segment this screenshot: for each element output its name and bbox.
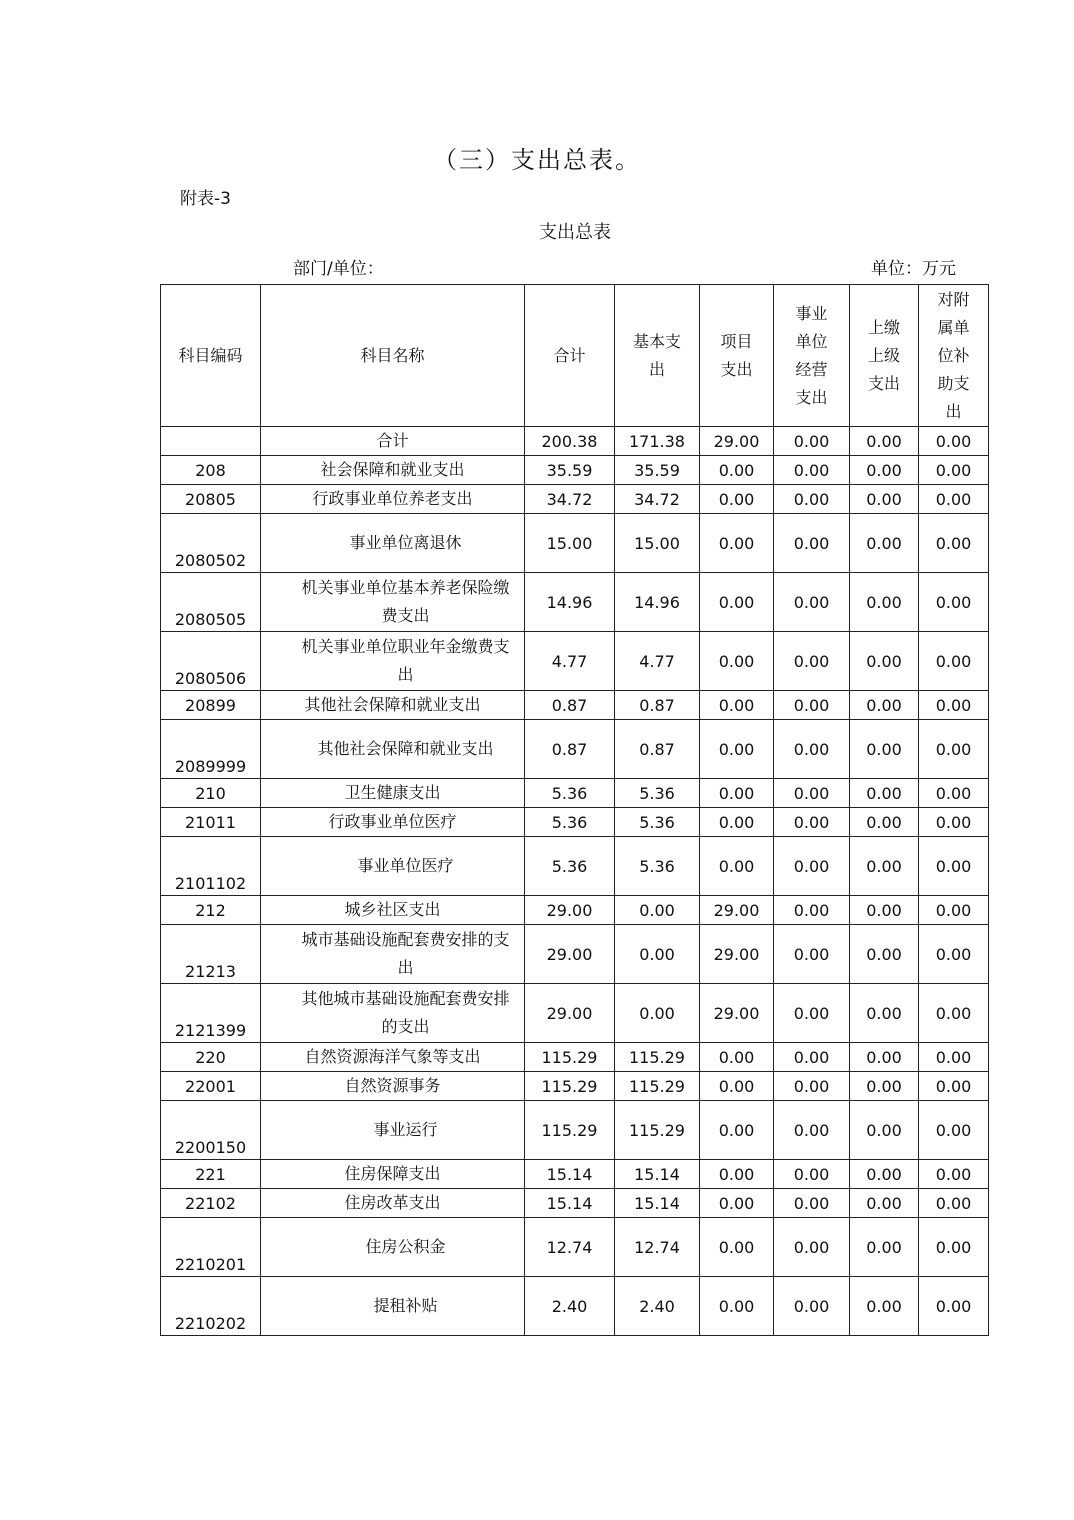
cell-total: 29.00 xyxy=(525,984,615,1043)
cell-subsidy: 0.00 xyxy=(919,573,989,632)
cell-name: 机关事业单位职业年金缴费支出 xyxy=(261,632,525,691)
cell-total: 15.00 xyxy=(525,514,615,573)
table-row xyxy=(161,720,989,779)
cell-business: 0.00 xyxy=(774,1101,850,1160)
cell-remit: 0.00 xyxy=(850,779,919,808)
cell-business: 0.00 xyxy=(774,573,850,632)
cell-subsidy: 0.00 xyxy=(919,632,989,691)
cell-name: 事业运行 xyxy=(261,1101,525,1160)
cell-basic: 0.87 xyxy=(615,691,700,720)
cell-name: 其他城市基础设施配套费安排的支出 xyxy=(261,984,525,1043)
cell-total: 115.29 xyxy=(525,1072,615,1101)
cell-remit: 0.00 xyxy=(850,808,919,837)
cell-business: 0.00 xyxy=(774,984,850,1043)
cell-project: 29.00 xyxy=(700,896,774,925)
cell-basic: 0.00 xyxy=(615,896,700,925)
cell-project: 29.00 xyxy=(700,427,774,456)
cell-total: 35.59 xyxy=(525,456,615,485)
table-body xyxy=(161,427,989,1336)
table-row xyxy=(161,896,989,925)
header-code: 科目编码 xyxy=(161,285,261,427)
table-row xyxy=(161,456,989,485)
table-row xyxy=(161,1189,989,1218)
table-row xyxy=(161,1218,989,1277)
cell-name: 合计 xyxy=(261,427,525,456)
cell-code: 2200150 xyxy=(161,1101,261,1160)
cell-remit: 0.00 xyxy=(850,925,919,984)
cell-business: 0.00 xyxy=(774,485,850,514)
cell-project: 0.00 xyxy=(700,1160,774,1189)
cell-subsidy: 0.00 xyxy=(919,896,989,925)
cell-subsidy: 0.00 xyxy=(919,1160,989,1189)
cell-business: 0.00 xyxy=(774,837,850,896)
cell-remit: 0.00 xyxy=(850,485,919,514)
cell-business: 0.00 xyxy=(774,1043,850,1072)
cell-name: 其他社会保障和就业支出 xyxy=(261,720,525,779)
cell-code: 208 xyxy=(161,456,261,485)
cell-code: 2210201 xyxy=(161,1218,261,1277)
cell-total: 2.40 xyxy=(525,1277,615,1336)
cell-project: 0.00 xyxy=(700,456,774,485)
cell-code: 21213 xyxy=(161,925,261,984)
cell-basic: 34.72 xyxy=(615,485,700,514)
cell-subsidy: 0.00 xyxy=(919,1072,989,1101)
cell-name: 机关事业单位基本养老保险缴费支出 xyxy=(261,573,525,632)
cell-project: 0.00 xyxy=(700,837,774,896)
cell-project: 0.00 xyxy=(700,779,774,808)
table-row xyxy=(161,1043,989,1072)
header-name: 科目名称 xyxy=(261,285,525,427)
table-row xyxy=(161,1072,989,1101)
cell-name: 自然资源事务 xyxy=(261,1072,525,1101)
table-row xyxy=(161,1160,989,1189)
cell-subsidy: 0.00 xyxy=(919,1277,989,1336)
cell-project: 0.00 xyxy=(700,1101,774,1160)
cell-business: 0.00 xyxy=(774,514,850,573)
cell-total: 5.36 xyxy=(525,837,615,896)
cell-total: 200.38 xyxy=(525,427,615,456)
cell-name: 行政事业单位养老支出 xyxy=(261,485,525,514)
cell-subsidy: 0.00 xyxy=(919,925,989,984)
cell-name: 住房保障支出 xyxy=(261,1160,525,1189)
cell-code: 2089999 xyxy=(161,720,261,779)
cell-name: 提租补贴 xyxy=(261,1277,525,1336)
cell-basic: 115.29 xyxy=(615,1101,700,1160)
cell-remit: 0.00 xyxy=(850,1218,919,1277)
cell-name: 社会保障和就业支出 xyxy=(261,456,525,485)
table-title: 支出总表 xyxy=(539,222,611,243)
table-row xyxy=(161,808,989,837)
cell-business: 0.00 xyxy=(774,1218,850,1277)
cell-basic: 35.59 xyxy=(615,456,700,485)
cell-name: 卫生健康支出 xyxy=(261,779,525,808)
table-row xyxy=(161,514,989,573)
cell-total: 5.36 xyxy=(525,808,615,837)
cell-name: 其他社会保障和就业支出 xyxy=(261,691,525,720)
cell-subsidy: 0.00 xyxy=(919,808,989,837)
cell-code: 2080506 xyxy=(161,632,261,691)
cell-project: 29.00 xyxy=(700,925,774,984)
cell-basic: 4.77 xyxy=(615,632,700,691)
cell-total: 12.74 xyxy=(525,1218,615,1277)
cell-total: 115.29 xyxy=(525,1101,615,1160)
cell-name: 住房改革支出 xyxy=(261,1189,525,1218)
cell-code: 212 xyxy=(161,896,261,925)
cell-code: 2080502 xyxy=(161,514,261,573)
cell-subsidy: 0.00 xyxy=(919,1043,989,1072)
cell-name: 事业单位离退休 xyxy=(261,514,525,573)
cell-project: 0.00 xyxy=(700,691,774,720)
cell-basic: 15.00 xyxy=(615,514,700,573)
cell-code: 2121399 xyxy=(161,984,261,1043)
cell-business: 0.00 xyxy=(774,427,850,456)
table-row xyxy=(161,779,989,808)
cell-business: 0.00 xyxy=(774,691,850,720)
header-remit: 上缴 上级 支出 xyxy=(850,285,919,427)
cell-code: 2210202 xyxy=(161,1277,261,1336)
cell-name: 事业单位医疗 xyxy=(261,837,525,896)
cell-project: 0.00 xyxy=(700,1072,774,1101)
cell-basic: 15.14 xyxy=(615,1160,700,1189)
cell-remit: 0.00 xyxy=(850,427,919,456)
cell-subsidy: 0.00 xyxy=(919,1218,989,1277)
cell-code: 20899 xyxy=(161,691,261,720)
cell-total: 14.96 xyxy=(525,573,615,632)
table-row xyxy=(161,485,989,514)
cell-remit: 0.00 xyxy=(850,1189,919,1218)
cell-project: 0.00 xyxy=(700,573,774,632)
header-business: 事业 单位 经营 支出 xyxy=(774,285,850,427)
table-row xyxy=(161,632,989,691)
cell-remit: 0.00 xyxy=(850,837,919,896)
cell-total: 29.00 xyxy=(525,925,615,984)
cell-total: 0.87 xyxy=(525,720,615,779)
expenditure-table xyxy=(160,284,989,1336)
cell-business: 0.00 xyxy=(774,1072,850,1101)
cell-basic: 115.29 xyxy=(615,1072,700,1101)
department-label: 部门/单位： xyxy=(293,259,384,279)
cell-basic: 5.36 xyxy=(615,837,700,896)
cell-basic: 14.96 xyxy=(615,573,700,632)
cell-total: 29.00 xyxy=(525,896,615,925)
cell-project: 0.00 xyxy=(700,485,774,514)
cell-code: 210 xyxy=(161,779,261,808)
cell-subsidy: 0.00 xyxy=(919,691,989,720)
cell-remit: 0.00 xyxy=(850,456,919,485)
cell-project: 0.00 xyxy=(700,1043,774,1072)
cell-project: 0.00 xyxy=(700,1277,774,1336)
cell-business: 0.00 xyxy=(774,925,850,984)
cell-subsidy: 0.00 xyxy=(919,1101,989,1160)
cell-code: 20805 xyxy=(161,485,261,514)
cell-basic: 115.29 xyxy=(615,1043,700,1072)
cell-subsidy: 0.00 xyxy=(919,427,989,456)
cell-code xyxy=(161,427,261,456)
cell-code: 2080505 xyxy=(161,573,261,632)
table-row xyxy=(161,1277,989,1336)
cell-business: 0.00 xyxy=(774,632,850,691)
header-subsidy: 对附 属单 位补 助支 出 xyxy=(919,285,989,427)
cell-code: 2101102 xyxy=(161,837,261,896)
cell-business: 0.00 xyxy=(774,1160,850,1189)
cell-basic: 12.74 xyxy=(615,1218,700,1277)
cell-code: 220 xyxy=(161,1043,261,1072)
cell-subsidy: 0.00 xyxy=(919,485,989,514)
cell-subsidy: 0.00 xyxy=(919,720,989,779)
table-row xyxy=(161,573,989,632)
cell-remit: 0.00 xyxy=(850,691,919,720)
cell-total: 0.87 xyxy=(525,691,615,720)
cell-business: 0.00 xyxy=(774,808,850,837)
header-total: 合计 xyxy=(525,285,615,427)
cell-basic: 0.87 xyxy=(615,720,700,779)
cell-project: 0.00 xyxy=(700,632,774,691)
cell-name: 自然资源海洋气象等支出 xyxy=(261,1043,525,1072)
cell-remit: 0.00 xyxy=(850,573,919,632)
cell-subsidy: 0.00 xyxy=(919,779,989,808)
cell-business: 0.00 xyxy=(774,779,850,808)
cell-basic: 171.38 xyxy=(615,427,700,456)
cell-name: 住房公积金 xyxy=(261,1218,525,1277)
cell-basic: 0.00 xyxy=(615,925,700,984)
cell-basic: 0.00 xyxy=(615,984,700,1043)
cell-total: 5.36 xyxy=(525,779,615,808)
cell-remit: 0.00 xyxy=(850,984,919,1043)
cell-project: 0.00 xyxy=(700,808,774,837)
cell-remit: 0.00 xyxy=(850,1043,919,1072)
cell-basic: 5.36 xyxy=(615,808,700,837)
cell-project: 0.00 xyxy=(700,1189,774,1218)
cell-subsidy: 0.00 xyxy=(919,456,989,485)
cell-subsidy: 0.00 xyxy=(919,514,989,573)
cell-remit: 0.00 xyxy=(850,1160,919,1189)
table-row xyxy=(161,691,989,720)
cell-name: 城乡社区支出 xyxy=(261,896,525,925)
cell-business: 0.00 xyxy=(774,896,850,925)
cell-total: 15.14 xyxy=(525,1160,615,1189)
table-row xyxy=(161,427,989,456)
cell-project: 29.00 xyxy=(700,984,774,1043)
cell-name: 行政事业单位医疗 xyxy=(261,808,525,837)
cell-subsidy: 0.00 xyxy=(919,837,989,896)
table-row xyxy=(161,984,989,1043)
cell-business: 0.00 xyxy=(774,1277,850,1336)
cell-code: 21011 xyxy=(161,808,261,837)
cell-project: 0.00 xyxy=(700,1218,774,1277)
cell-basic: 2.40 xyxy=(615,1277,700,1336)
cell-code: 22102 xyxy=(161,1189,261,1218)
cell-project: 0.00 xyxy=(700,514,774,573)
header-basic: 基本支 出 xyxy=(615,285,700,427)
cell-remit: 0.00 xyxy=(850,1072,919,1101)
cell-total: 115.29 xyxy=(525,1043,615,1072)
cell-remit: 0.00 xyxy=(850,632,919,691)
table-row xyxy=(161,925,989,984)
cell-project: 0.00 xyxy=(700,720,774,779)
cell-basic: 5.36 xyxy=(615,779,700,808)
cell-basic: 15.14 xyxy=(615,1189,700,1218)
cell-remit: 0.00 xyxy=(850,720,919,779)
table-header-row xyxy=(161,285,989,427)
cell-total: 4.77 xyxy=(525,632,615,691)
cell-code: 22001 xyxy=(161,1072,261,1101)
cell-remit: 0.00 xyxy=(850,1277,919,1336)
cell-subsidy: 0.00 xyxy=(919,1189,989,1218)
attachment-label: 附表-3 xyxy=(180,189,231,209)
cell-total: 15.14 xyxy=(525,1189,615,1218)
cell-business: 0.00 xyxy=(774,720,850,779)
cell-business: 0.00 xyxy=(774,1189,850,1218)
cell-remit: 0.00 xyxy=(850,514,919,573)
unit-label: 单位：万元 xyxy=(871,259,956,279)
cell-business: 0.00 xyxy=(774,456,850,485)
cell-remit: 0.00 xyxy=(850,896,919,925)
cell-total: 34.72 xyxy=(525,485,615,514)
header-project: 项目 支出 xyxy=(700,285,774,427)
table-row xyxy=(161,837,989,896)
cell-name: 城市基础设施配套费安排的支出 xyxy=(261,925,525,984)
table-row xyxy=(161,1101,989,1160)
page-heading: （三）支出总表。 xyxy=(433,146,641,174)
cell-subsidy: 0.00 xyxy=(919,984,989,1043)
cell-code: 221 xyxy=(161,1160,261,1189)
cell-remit: 0.00 xyxy=(850,1101,919,1160)
